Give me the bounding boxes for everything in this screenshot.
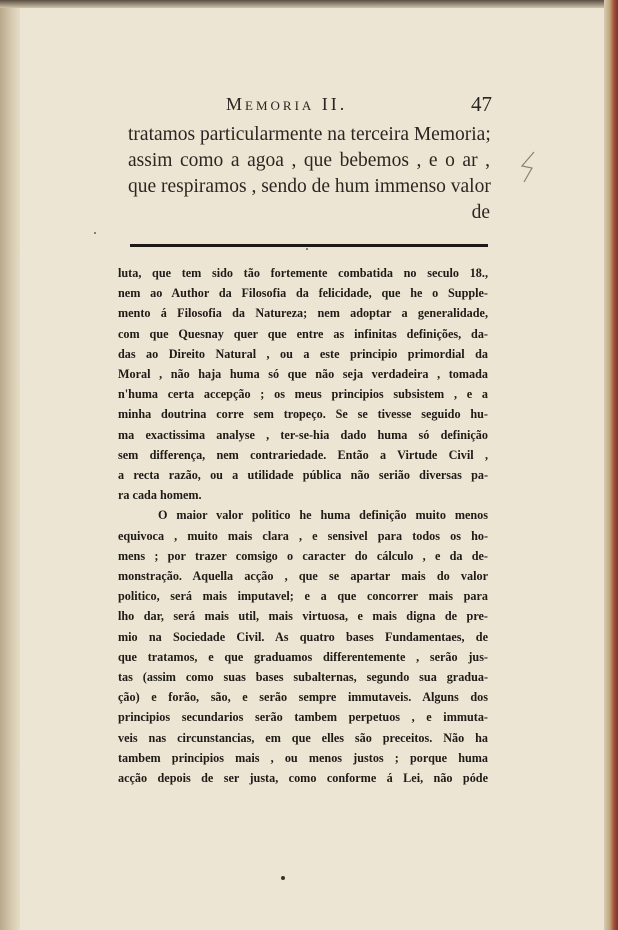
footnote-line: sem differença, nem contrariedade. Então a Virtude Civil , (118, 447, 488, 462)
footnote-line: n'huma certa accepção ; os meus principios subsistem , e a (118, 387, 488, 402)
footnote-line: O maior valor politico he huma definição muito menos (158, 508, 488, 523)
footnote-line: das ao Direito Natural , ou a este principio primordial da (118, 346, 488, 361)
footnote-line: ma exactissima analyse , ter-se-hia dado huma só definição (118, 427, 488, 442)
text-line: assim como a agoa , que bebemos , e o ar , (128, 150, 490, 171)
running-title: Memoria II. (226, 94, 348, 114)
footnote-line: lho dar, será mais util, mais virtuosa, e mais digna de pre- (118, 609, 488, 624)
page-header (226, 94, 492, 124)
footnote-line: que tratamos, e que graduamos differentemente , serão jus- (118, 649, 488, 664)
footnote-line: luta, que tem sido tão fortemente combatida no seculo 18., (118, 266, 488, 280)
footnote-line: mens ; por trazer comsigo o caracter do cálculo , e da de- (118, 548, 488, 563)
footnote-separator-rule (130, 244, 488, 247)
page-fore-edge (604, 0, 618, 930)
footnote-line: monstração. Aquella acção , que se apartar mais do valor (118, 569, 488, 584)
paper-speck (94, 232, 96, 234)
text-line: que respiramos , sendo de hum immenso valor (128, 176, 491, 197)
footnote-text (118, 263, 488, 788)
page-top-edge (0, 0, 618, 8)
footnote-line: acção depois de ser justa, como conforme á Lei, não póde (118, 771, 488, 786)
main-text (128, 122, 490, 226)
footnote-line: Moral , não haja huma só que não seja verdadeira , tomada (118, 367, 488, 382)
pencil-margin-mark-icon (514, 150, 540, 184)
footnote-line: minha doutrina corre sem tropeço. Se se tivesse seguido hu- (118, 407, 488, 422)
text-line: tratamos particularmente na terceira Memoria; (128, 124, 491, 145)
footnote-line: a recta razão, ou a utilidade pública não serião diversas pa- (118, 468, 488, 483)
footnote-line: equivoca , muito mais clara , e sensivel para todos os ho- (118, 528, 488, 543)
page-gutter (0, 0, 20, 930)
footnote-line: principios secundarios serão tambem perpetuos , e immuta- (118, 710, 488, 725)
footnote-line: tas (assim como suas bases subalternas, segundo sua gradua- (118, 670, 488, 685)
footnote-line: politico, será mais imputavel; e a que concorrer mais para (118, 589, 488, 604)
paper-blemish (281, 876, 285, 880)
footnote-line: ra cada homem. (118, 488, 202, 503)
footnote-line: ção) e forão, são, e serão sempre immutaveis. Alguns dos (118, 690, 488, 705)
footnote-line: tambem principios mais , ou menos justos ; porque huma (118, 750, 488, 765)
paper-speck (306, 248, 308, 250)
catchword: de (471, 202, 490, 223)
footnote-line: mio na Sociedade Civil. As quatro bases Fundamentaes, de (118, 629, 488, 644)
footnote-line: com que Quesnay quer que entre as infinitas definições, da- (118, 326, 488, 341)
footnote-line: mento á Filosofia da Natureza; nem adoptar a generalidade, (118, 306, 488, 321)
footnote-line: nem ao Author da Filosofia da felicidade, que he o Supple- (118, 286, 488, 301)
footnote-line: veis nas circunstancias, em que elles são preceitos. Não ha (118, 730, 488, 745)
page-number: 47 (471, 92, 492, 116)
